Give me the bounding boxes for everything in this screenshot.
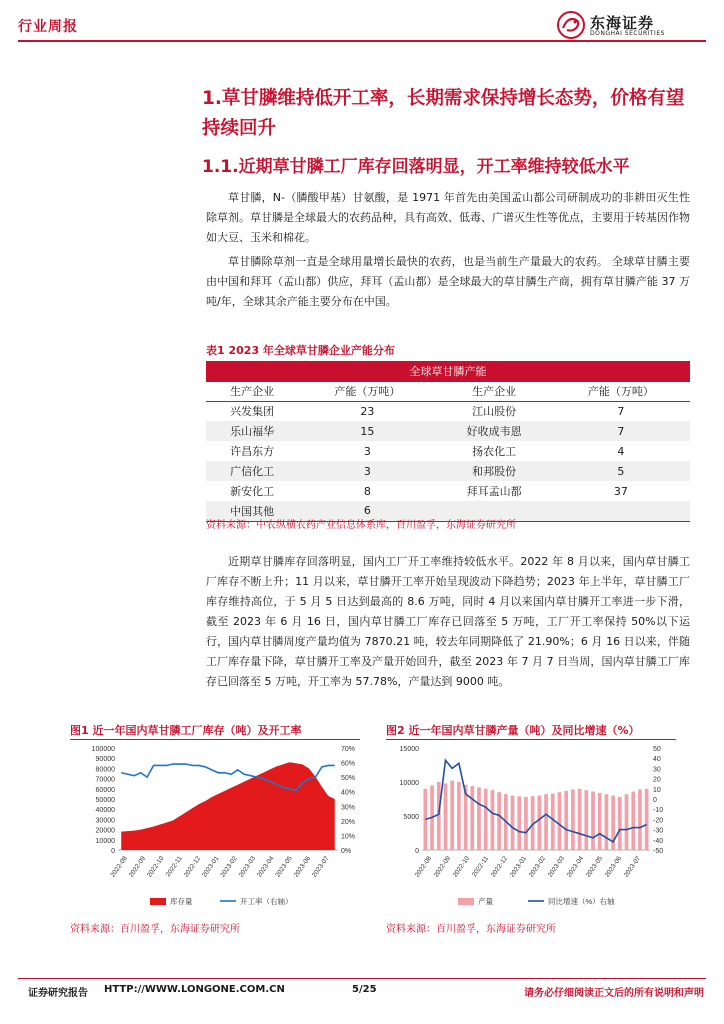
left-axis-tick: 5000 bbox=[403, 814, 419, 821]
column-header: 生产企业 bbox=[436, 381, 551, 401]
logo-english-name: DONGHAI SECURITIES bbox=[590, 30, 665, 37]
section-heading: 1.草甘膦维持低开工率，长期需求保持增长态势，价格有望持续回升 bbox=[202, 88, 685, 139]
x-axis-tick: 2022-08 bbox=[109, 855, 129, 879]
left-axis-tick: 90000 bbox=[95, 756, 115, 764]
output-bar bbox=[645, 789, 649, 850]
left-axis-tick: 10000 bbox=[95, 837, 115, 845]
intro-paragraph: 草甘膦，N-（膦酸甲基）甘氨酸，是 1971 年首先由美国孟山都公司研制成功的非耕田灭生性除草剂。草甘膦是全球最大的农药品种，具有高效、低毒、广谱灭生性等优点，主要用于转基因作物如大豆、玉米和棉花。 bbox=[206, 191, 690, 244]
x-axis-tick: 2023-07 bbox=[622, 855, 643, 879]
supply-paragraph: 草甘膦除草剂一直是全球用量增长最快的农药，也是当前生产量最大的农药。 全球草甘膦主要由中国和拜耳（孟山都）供应，拜耳（孟山都）是全球最大的草甘膦生产商，拥有草甘膦产能 37 万吨/年，全球其余产能主要分布在中国。 bbox=[206, 255, 690, 308]
right-axis-tick: 20 bbox=[653, 776, 661, 784]
figure2-source: 资料来源：百川盈孚，东海证券研究所 bbox=[386, 924, 556, 935]
right-axis-tick: 40 bbox=[653, 756, 661, 764]
x-axis-tick: 2023-05 bbox=[584, 855, 605, 879]
output-bar bbox=[591, 792, 595, 850]
right-axis-tick: -20 bbox=[653, 817, 664, 825]
left-axis-tick: 30000 bbox=[95, 817, 115, 825]
output-bar bbox=[631, 792, 635, 850]
table-source: 资料来源：中农纵横农药产业信息体系库，百川盈孚，东海证券研究所 bbox=[206, 520, 516, 531]
table-row bbox=[206, 461, 690, 481]
table-cell: 7 bbox=[552, 421, 690, 441]
table-cell: 拜耳孟山都 bbox=[466, 485, 522, 498]
output-growth-chart bbox=[386, 742, 678, 912]
x-axis-tick: 2023-06 bbox=[292, 855, 313, 879]
right-axis-tick: 30 bbox=[653, 766, 661, 774]
output-bar bbox=[457, 782, 461, 850]
right-axis-tick: -40 bbox=[653, 837, 664, 845]
output-bar bbox=[625, 794, 629, 850]
x-axis-tick: 2023-02 bbox=[219, 855, 239, 879]
table-cell: 8 bbox=[363, 484, 371, 498]
footer-page-number: 5/25 bbox=[352, 984, 377, 995]
table-cell bbox=[552, 501, 690, 521]
right-axis-tick: 10 bbox=[653, 786, 661, 794]
legend-label: 库存量 bbox=[170, 897, 193, 906]
figure2-divider bbox=[386, 739, 676, 740]
table-cell: 和邦股份 bbox=[436, 461, 551, 481]
right-axis-tick: 70% bbox=[341, 746, 356, 753]
output-bar bbox=[558, 792, 562, 850]
right-axis-tick: 0 bbox=[653, 797, 657, 804]
legend-swatch bbox=[458, 898, 474, 905]
dragon-logo-icon bbox=[556, 10, 586, 40]
right-axis-tick: 50 bbox=[653, 746, 661, 753]
table-cell: 4 bbox=[617, 444, 625, 458]
x-axis-tick: 2023-06 bbox=[603, 855, 624, 879]
table-cell: 江山股份 bbox=[472, 405, 517, 419]
x-axis-tick: 2023-03 bbox=[237, 855, 258, 879]
left-axis-tick: 100000 bbox=[91, 746, 115, 753]
output-bar bbox=[578, 789, 582, 850]
x-axis-tick: 2023-04 bbox=[565, 855, 586, 879]
left-axis-tick: 40000 bbox=[95, 807, 115, 815]
x-axis-tick: 2023-05 bbox=[274, 855, 294, 879]
table-cell: 许昌东方 bbox=[230, 445, 275, 458]
x-axis-tick: 2022-08 bbox=[413, 855, 434, 879]
report-type-tag: 行业周报 bbox=[18, 19, 78, 35]
table-title: 全球草甘膦产能 bbox=[206, 361, 690, 381]
table-cell: 6 bbox=[298, 501, 436, 521]
output-bar bbox=[618, 797, 622, 850]
left-axis-tick: 0 bbox=[415, 848, 419, 855]
table-cell: 扬农化工 bbox=[472, 445, 517, 458]
output-bar bbox=[450, 781, 454, 850]
subsection-heading: 1.1.近期草甘膦工厂库存回落明显，开工率维持较低水平 bbox=[202, 157, 630, 177]
x-axis-tick: 2023-07 bbox=[311, 855, 331, 879]
inventory-paragraph: 近期草甘膦库存回落明显，国内工厂开工率维持较低水平。2022 年 8 月以来，国内草甘膦工厂库存不断上升；11 月以来，草甘膦开工率开始呈现波动下降趋势；2023 年上半年，草甘膦工厂库存维持高位，于 5 月 5 日达到最高的 8.6 万吨，同时 4 月以来国内草甘膦开工率进一步下滑， 截至 2023 年 6 月 16 日，国内草甘膦工厂库存已回落至 5 万吨，工厂开工率保持 50%以下运行，国内草甘膦周度产量均值为 7870.21 吨，较去年同期降低了 21.90%；6 月 16 日以来，伴随工厂库存量下降，草甘膦开工率及产量开始回升，截至 2023 年 7 月 7 日当周，国内草甘膦工厂库存已回落至 5 万吨，开工率为 57.78%，产量达到 9000 吨。 bbox=[206, 555, 690, 688]
output-bar bbox=[544, 794, 548, 850]
output-bar bbox=[444, 783, 448, 850]
table-cell: 乐山福华 bbox=[206, 421, 298, 441]
output-bar bbox=[598, 793, 602, 850]
x-axis-tick: 2022-10 bbox=[146, 855, 166, 879]
right-axis-tick: 60% bbox=[341, 760, 356, 768]
table-cell: 新安化工 bbox=[230, 485, 275, 498]
x-axis-tick: 2023-01 bbox=[508, 855, 529, 879]
left-axis-tick: 50000 bbox=[95, 797, 115, 804]
legend-label: 产量 bbox=[478, 897, 493, 906]
right-axis-tick: 10% bbox=[341, 833, 356, 841]
inventory-utilization-chart bbox=[70, 742, 362, 912]
output-bar bbox=[564, 791, 568, 850]
right-axis-tick: 30% bbox=[341, 804, 356, 812]
left-axis-tick: 0 bbox=[111, 848, 115, 855]
output-bar bbox=[551, 794, 555, 850]
table-header-row bbox=[206, 381, 690, 401]
table-cell: 23 bbox=[360, 404, 375, 418]
footer-disclaimer: 请务必仔细阅读正文后的所有说明和声明 bbox=[524, 988, 704, 999]
x-axis-tick: 2022-11 bbox=[164, 855, 184, 879]
table-caption: 表1 2023 年全球草甘膦企业产能分布 bbox=[206, 344, 395, 357]
column-header: 生产企业 bbox=[206, 381, 298, 401]
output-bar bbox=[497, 792, 501, 850]
right-axis-tick: -10 bbox=[653, 807, 664, 815]
table-cell: 3 bbox=[363, 444, 371, 458]
left-axis-tick: 80000 bbox=[95, 766, 115, 774]
table-cell: 37 bbox=[613, 484, 628, 498]
right-axis-tick: 20% bbox=[341, 818, 356, 826]
left-axis-tick: 60000 bbox=[95, 786, 115, 794]
left-axis-tick: 15000 bbox=[399, 746, 419, 753]
output-bar bbox=[571, 789, 575, 850]
left-axis-tick: 70000 bbox=[95, 776, 115, 784]
output-bar bbox=[524, 797, 528, 850]
output-bar bbox=[605, 794, 609, 850]
figure1-caption: 图1 近一年国内草甘膦工厂库存（吨）及开工率 bbox=[70, 724, 302, 737]
output-bar bbox=[477, 787, 481, 850]
table-cell: 7 bbox=[617, 404, 625, 418]
output-bar bbox=[491, 790, 495, 850]
table-cell: 好收成韦恩 bbox=[436, 421, 551, 441]
output-bar bbox=[470, 786, 474, 850]
table-cell: 5 bbox=[552, 461, 690, 481]
output-bar bbox=[584, 790, 588, 850]
figure2-caption: 图2 近一年国内草甘膦产量（吨）及同比增速（%） bbox=[386, 724, 640, 737]
output-bar bbox=[437, 782, 441, 850]
x-axis-tick: 2022-10 bbox=[451, 855, 472, 879]
x-axis-tick: 2022-11 bbox=[470, 855, 491, 879]
table-row bbox=[206, 421, 690, 441]
x-axis-tick: 2022-12 bbox=[489, 855, 510, 879]
figure1-source: 资料来源：百川盈孚，东海证券研究所 bbox=[70, 924, 240, 935]
table-cell: 中国其他 bbox=[206, 501, 298, 521]
capacity-table bbox=[206, 361, 690, 522]
table-cell: 兴发集团 bbox=[230, 405, 275, 419]
table-cell: 3 bbox=[298, 461, 436, 481]
table-row bbox=[206, 401, 690, 421]
right-axis-tick: 0% bbox=[341, 848, 352, 855]
legend-swatch bbox=[150, 898, 166, 905]
footer-website-link[interactable]: HTTP://WWW.LONGONE.COM.CN bbox=[104, 984, 285, 995]
table-cell: 广信化工 bbox=[206, 461, 298, 481]
column-header: 产能（万吨） bbox=[298, 381, 436, 401]
table-row bbox=[206, 481, 690, 501]
x-axis-tick: 2023-02 bbox=[527, 855, 548, 879]
table-cell: 15 bbox=[298, 421, 436, 441]
output-bar bbox=[538, 796, 542, 850]
legend-label: 同比增速（%）右轴 bbox=[548, 897, 615, 906]
x-axis-tick: 2023-01 bbox=[201, 855, 221, 879]
legend-label: 开工率（右轴） bbox=[240, 897, 293, 906]
output-bar bbox=[511, 796, 515, 850]
output-bar bbox=[517, 796, 521, 850]
header-divider bbox=[18, 40, 706, 42]
table-row bbox=[206, 441, 690, 461]
logo-chinese-name: 东海证券 bbox=[590, 14, 655, 32]
left-axis-tick: 10000 bbox=[399, 780, 419, 787]
footer-divider bbox=[18, 978, 706, 979]
x-axis-tick: 2022-12 bbox=[182, 855, 203, 879]
column-header: 产能（万吨） bbox=[552, 381, 690, 401]
figure1-divider bbox=[70, 739, 360, 740]
right-axis-tick: -50 bbox=[653, 848, 664, 855]
right-axis-tick: 50% bbox=[341, 775, 356, 783]
x-axis-tick: 2022-09 bbox=[127, 855, 148, 879]
output-bar bbox=[484, 789, 488, 850]
brand-logo bbox=[556, 10, 706, 40]
output-bar bbox=[638, 789, 642, 850]
x-axis-tick: 2023-03 bbox=[546, 855, 567, 879]
right-axis-tick: 40% bbox=[341, 789, 356, 797]
table-title-row bbox=[206, 361, 690, 381]
x-axis-tick: 2023-04 bbox=[256, 855, 276, 879]
x-axis-tick: 2022-09 bbox=[432, 855, 453, 879]
inventory-area bbox=[121, 762, 335, 850]
right-axis-tick: -30 bbox=[653, 827, 664, 835]
footer-report-label: 证券研究报告 bbox=[28, 988, 88, 999]
left-axis-tick: 20000 bbox=[95, 827, 115, 835]
